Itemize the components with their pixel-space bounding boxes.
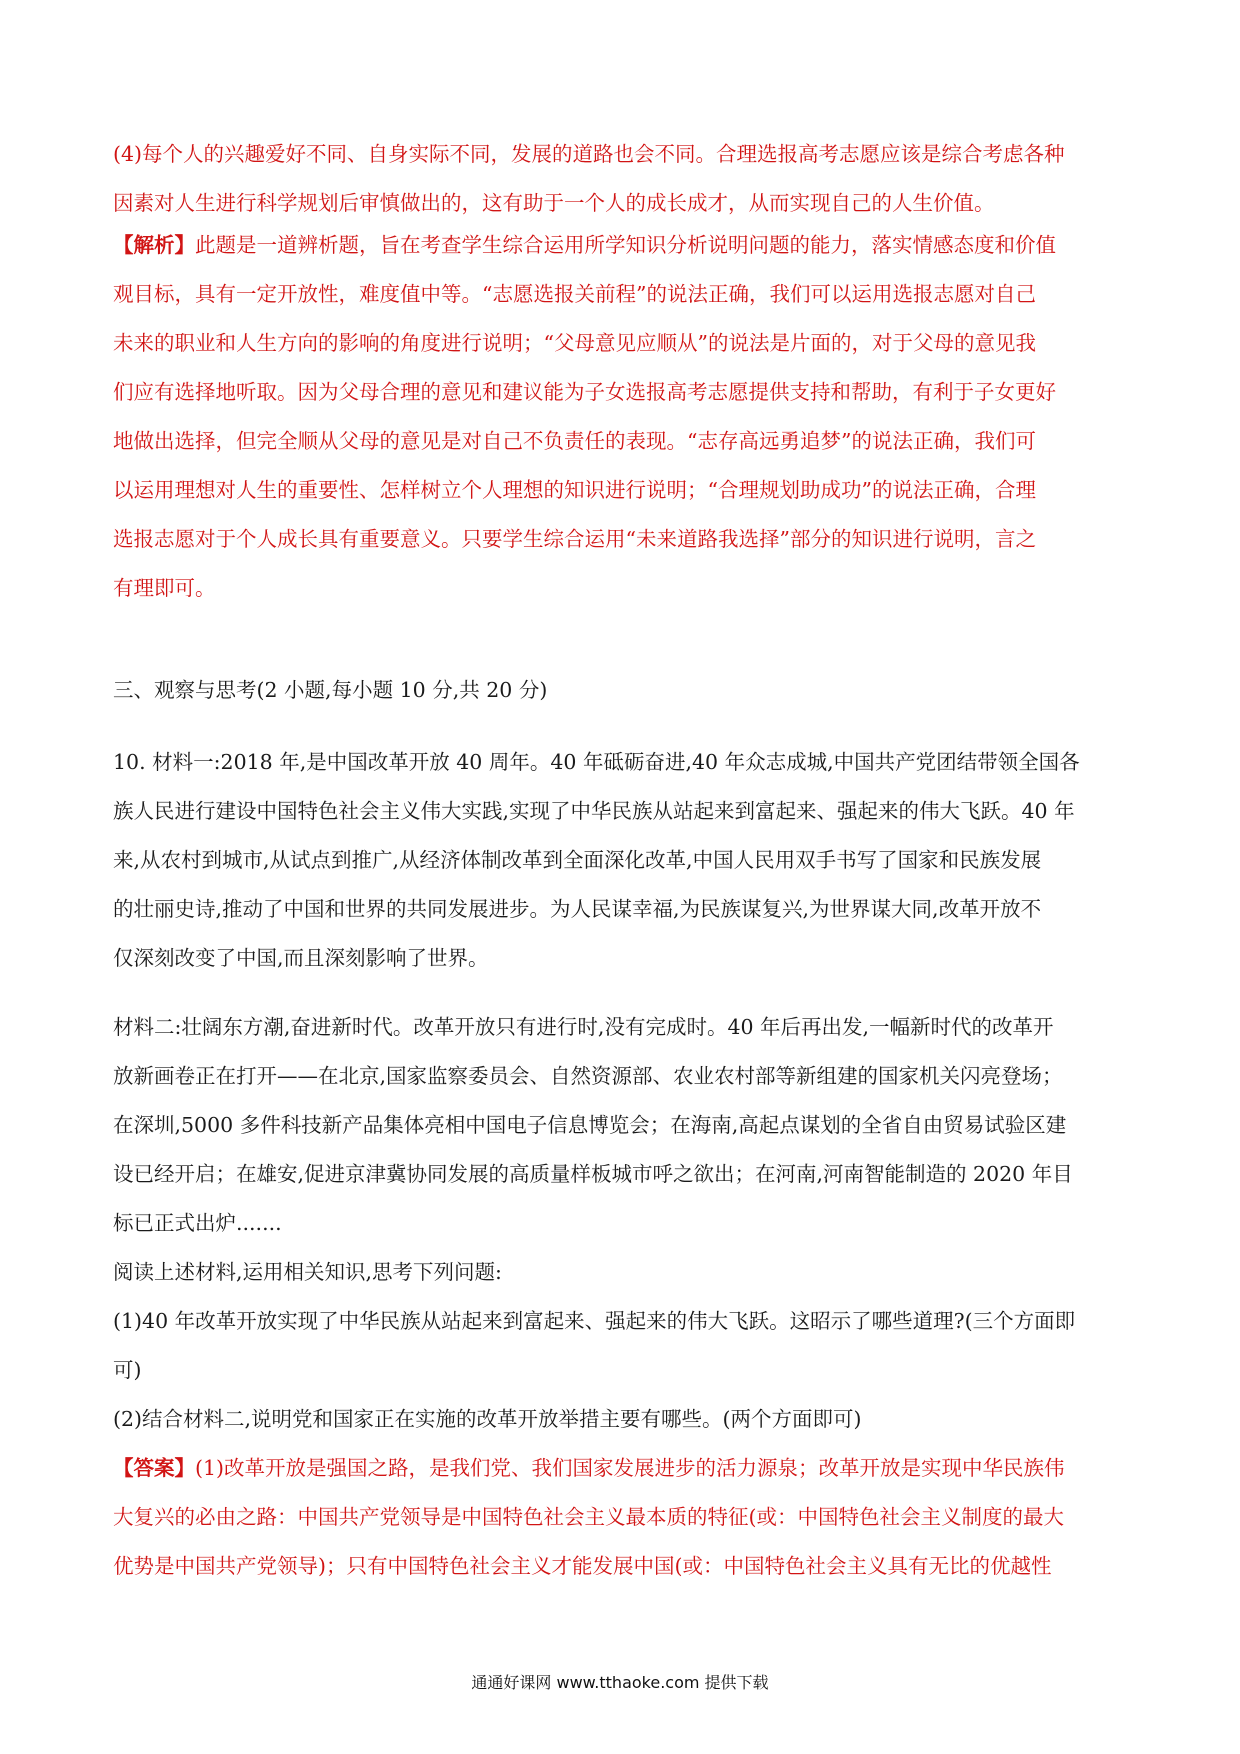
analysis-line: 以运用理想对人生的重要性、怎样树立个人理想的知识进行说明；“合理规划助成功”的说法正确，合理 [113, 478, 1036, 502]
material-2-line: 标已正式出炉....... [113, 1211, 282, 1235]
analysis-line: 们应有选择地听取。因为父母合理的意见和建议能为子女选报高考志愿提供支持和帮助，有利于子女更好 [113, 380, 1056, 404]
analysis-first-line [113, 221, 1133, 270]
section-heading [113, 666, 1133, 715]
q10-material-2 [113, 1003, 1133, 1591]
material-1-line: 10. 材料一:2018 年,是中国改革开放 40 周年。40 年砥砺奋进,40 年众志成城,中国共产党团结带领全国各 [113, 750, 1080, 774]
answer-tag: 【答案】 [113, 1456, 195, 1480]
answer-line: 优势是中国共产党领导)；只有中国特色社会主义才能发展中国(或：中国特色社会主义具有无比的优越性 [113, 1554, 1052, 1578]
question-line: (2)结合材料二,说明党和国家正在实施的改革开放举措主要有哪些。(两个方面即可) [113, 1407, 862, 1431]
material-2-line: 在深圳,5000 多件科技新产品集体亮相中国电子信息博览会；在海南,高起点谋划的全省自由贸易试验区建 [113, 1113, 1067, 1137]
material-2-line: 放新画卷正在打开——在北京,国家监察委员会、自然资源部、农业农村部等新组建的国家机关闪亮登场； [113, 1064, 1063, 1088]
analysis-line: 观目标，具有一定开放性，难度值中等。“志愿选报关前程”的说法正确，我们可以运用选报志愿对自己 [113, 282, 1036, 306]
answer-first-text: (1)改革开放是强国之路，是我们党、我们国家发展进步的活力源泉；改革开放是实现中华民族伟 [195, 1456, 1065, 1480]
answer-4 [113, 130, 1133, 228]
answer-4-line: (4)每个人的兴趣爱好不同、自身实际不同，发展的道路也会不同。合理选报高考志愿应该是综合考虑各种 [113, 142, 1065, 166]
answer-4-line: 因素对人生进行科学规划后审慎做出的，这有助于一个人的成长成才，从而实现自己的人生价值。 [113, 191, 995, 215]
question-line: 可) [113, 1358, 142, 1382]
analysis-first-text: 此题是一道辨析题，旨在考查学生综合运用所学知识分析说明问题的能力，落实情感态度和价值 [195, 233, 1056, 257]
section-3-heading: 三、观察与思考(2 小题,每小题 10 分,共 20 分) [113, 678, 548, 702]
answer-first-line [113, 1444, 1133, 1493]
analysis-tag: 【解析】 [113, 233, 195, 257]
analysis-line: 有理即可。 [113, 576, 216, 600]
analysis-line: 地做出选择，但完全顺从父母的意见是对自己不负责任的表现。“志存高远勇追梦”的说法正确，我们可 [113, 429, 1036, 453]
analysis-line: 选报志愿对于个人成长具有重要意义。只要学生综合运用“未来道路我选择”部分的知识进行说明，言之 [113, 527, 1036, 551]
material-1-line: 来,从农村到城市,从试点到推广,从经济体制改革到全面深化改革,中国人民用双手书写了国家和民族发展 [113, 848, 1042, 872]
analysis-line: 未来的职业和人生方向的影响的角度进行说明；“父母意见应顺从”的说法是片面的，对于父母的意见我 [113, 331, 1036, 355]
q10-material-1 [113, 738, 1133, 983]
material-1-line: 的壮丽史诗,推动了中国和世界的共同发展进步。为人民谋幸福,为民族谋复兴,为世界谋大同,改革开放不 [113, 897, 1042, 921]
footer-credit: 通通好课网 www.tthaoke.com 提供下载 [471, 1673, 769, 1692]
material-1-line: 仅深刻改变了中国,而且深刻影响了世界。 [113, 946, 489, 970]
question-prompt: 阅读上述材料,运用相关知识,思考下列问题: [113, 1260, 502, 1284]
material-1-line: 族人民进行建设中国特色社会主义伟大实践,实现了中华民族从站起来到富起来、强起来的伟大飞跃。40 年 [113, 799, 1075, 823]
material-2-line: 设已经开启；在雄安,促进京津冀协同发展的高质量样板城市呼之欲出；在河南,河南智能制造的 2020 年目 [113, 1162, 1073, 1186]
answer-line: 大复兴的必由之路：中国共产党领导是中国特色社会主义最本质的特征(或：中国特色社会主义制度的最大 [113, 1505, 1064, 1529]
question-line: (1)40 年改革开放实现了中华民族从站起来到富起来、强起来的伟大飞跃。这昭示了哪些道理?(三个方面即 [113, 1309, 1076, 1333]
material-2-line: 材料二:壮阔东方潮,奋进新时代。改革开放只有进行时,没有完成时。40 年后再出发,一幅新时代的改革开 [113, 1015, 1054, 1039]
analysis [113, 221, 1133, 613]
